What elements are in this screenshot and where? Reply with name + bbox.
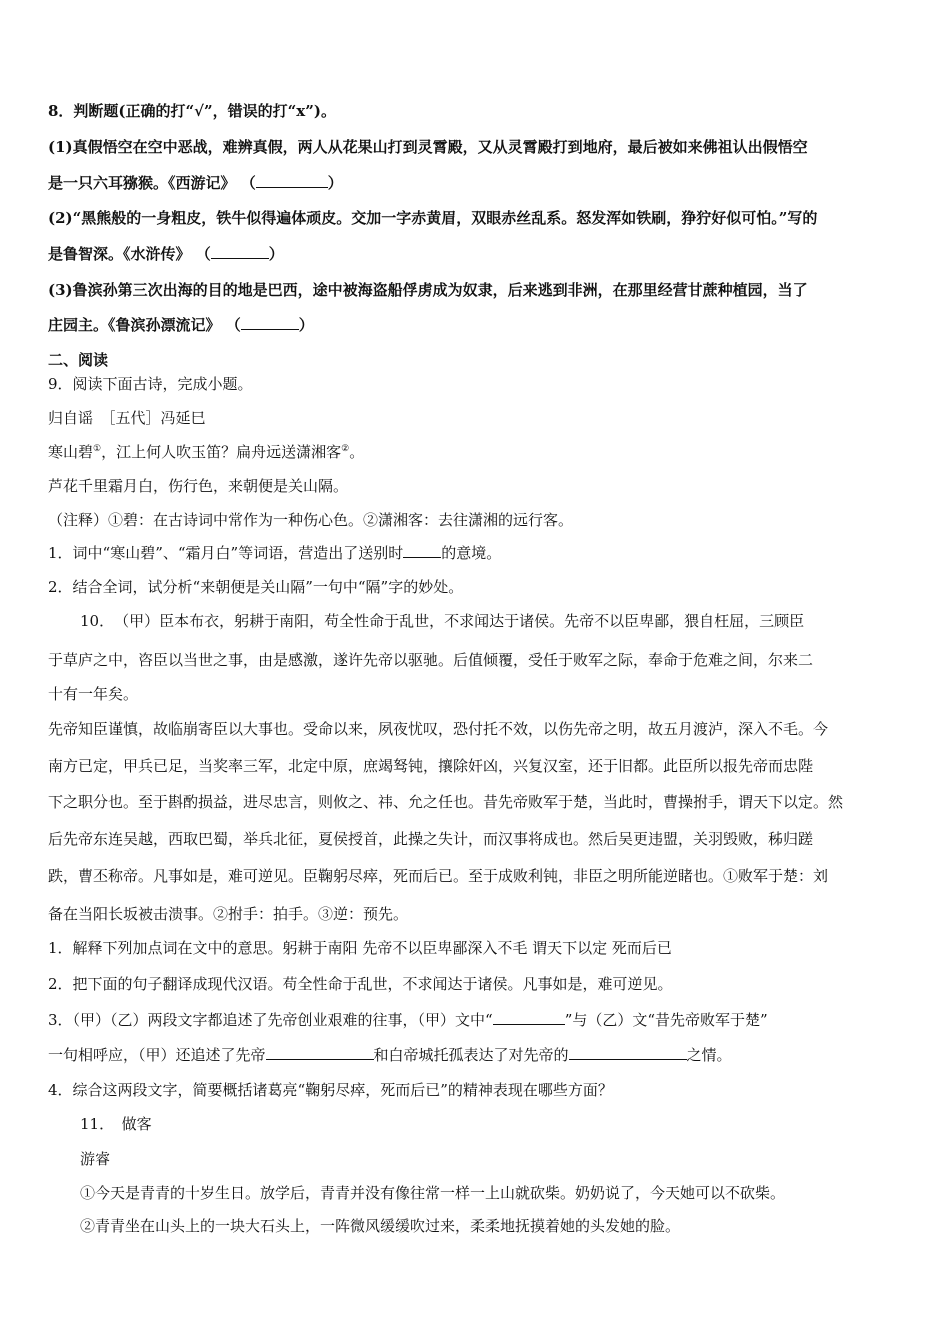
- answer-blank-2[interactable]: [211, 244, 269, 259]
- question-text: 1．词中“寒山碧”、“霜月白”等词语，营造出了送别时: [48, 544, 404, 562]
- q8-item3-text: 庄园主。《鲁滨孙漂流记》 （: [48, 316, 241, 334]
- q9-sub2: 2．结合全词，试分析“来朝便是关山隔”一句中“隔”字的妙处。: [48, 578, 464, 596]
- q11-para2: ②青青坐在山头上的一块大石头上，一阵微风缓缓吹过来，柔柔地抚摸着她的头发她的脸。: [80, 1217, 681, 1235]
- answer-blank-4[interactable]: [403, 543, 441, 558]
- answer-blank-1[interactable]: [256, 173, 328, 188]
- q10-passage-line2: 于草庐之中，咨臣以当世之事，由是感激，遂许先帝以驱驰。后值倾覆，受任于败军之际，奉命于危难之间，尔来二: [48, 651, 814, 669]
- poem-text: 寒山碧: [48, 443, 94, 461]
- q9-sub1: [48, 543, 902, 563]
- poem-title: 归自谣 ［五代］冯延巳: [48, 409, 206, 427]
- answer-blank-6[interactable]: [266, 1045, 374, 1060]
- q8-title: 8．判断题(正确的打“√”，错误的打“x”)。: [48, 102, 336, 120]
- answer-blank-3[interactable]: [241, 315, 299, 330]
- note-marker: ①: [93, 444, 102, 454]
- q10-sub3-line1: [48, 1010, 902, 1030]
- q8-item1-line1: (1)真假悟空在空中恶战，难辨真假，两人从花果山打到灵霄殿，又从灵霄殿打到地府，最后被如来佛祖认出假悟空: [48, 138, 808, 156]
- poem-line-2: 芦花千里霜月白，伤行色，来朝便是关山隔。: [48, 477, 349, 495]
- q8-item3-line1: (3)鲁滨孙第三次出海的目的地是巴西，途中被海盗船俘虏成为奴隶，后来逃到非洲，在那里经营甘蔗种植园，当了: [48, 281, 808, 299]
- answer-blank-7[interactable]: [569, 1045, 687, 1060]
- note-marker: ②: [341, 444, 350, 454]
- question-text: 一句相呼应，（甲）还追述了先帝: [48, 1046, 266, 1064]
- q10-sub1: 1．解释下列加点词在文中的意思。躬耕于南阳 先帝不以臣卑鄙深入不毛 谓天下以定 死而后已: [48, 939, 672, 957]
- q10-passage-line1: 10． （甲）臣本布衣，躬耕于南阳，苟全性命于乱世，不求闻达于诸侯。先帝不以臣卑鄙，猥自枉屈，三顾臣: [80, 612, 805, 630]
- q10-sub4: 4．综合这两段文字，简要概括诸葛亮“鞠躬尽瘁，死而后已”的精神表现在哪些方面？: [48, 1081, 613, 1099]
- q10-passage-line3: 十有一年矣。: [48, 685, 139, 703]
- q11-author: 游睿: [80, 1150, 111, 1168]
- poem-text: ，江上何人吹玉笛？扁舟远送潇湘客: [101, 443, 342, 461]
- q10-passage2-line3: 下之职分也。至于斟酌损益，进尽忠言，则攸之、祎、允之任也。昔先帝败军于楚，当此时，曹操拊手，谓天下以定。然: [48, 793, 844, 811]
- question-text: 的意境。: [441, 544, 502, 562]
- question-text: ”与（乙）文“昔先帝败军于楚”: [564, 1011, 768, 1029]
- q8-item2-line2: [48, 244, 902, 264]
- q10-passage2-line1: 先帝知臣谨慎，故临崩寄臣以大事也。受命以来，夙夜忧叹，恐付托不效，以伤先帝之明，故五月渡泸，深入不毛。今: [48, 720, 829, 738]
- q10-passage2-line5: 跌，曹丕称帝。凡事如是，难可逆见。臣鞠躬尽瘁，死而后已。至于成败利钝，非臣之明所能逆睹也。①败军于楚：刘: [48, 867, 829, 885]
- close-paren: ）: [268, 245, 284, 263]
- q11-title: 11． 做客: [80, 1115, 152, 1133]
- q8-item3-line2: [48, 315, 902, 335]
- question-text: 之情。: [686, 1046, 732, 1064]
- question-text: 和白帝城托孤表达了对先帝的: [373, 1046, 569, 1064]
- close-paren: ）: [327, 174, 343, 192]
- poem-line-1: [48, 442, 902, 462]
- answer-blank-5[interactable]: [493, 1010, 565, 1025]
- close-paren: ）: [298, 316, 314, 334]
- poem-notes: （注释）①碧：在古诗词中常作为一种伤心色。②潇湘客：去往潇湘的远行客。: [48, 511, 574, 529]
- q9-intro: 9．阅读下面古诗，完成小题。: [48, 375, 253, 393]
- q8-item1-text: 是一只六耳猕猴。《西游记》 （: [48, 174, 256, 192]
- q10-passage2-line4: 后先帝东连吴越，西取巴蜀，举兵北征，夏侯授首，此操之失计，而汉事将成也。然后吴更违盟，关羽毁败，秭归蹉: [48, 830, 814, 848]
- section-title-reading: 二、阅读: [48, 351, 109, 369]
- poem-text: 。: [349, 443, 365, 461]
- q11-para1: ①今天是青青的十岁生日。放学后，青青并没有像往常一样一上山就砍柴。奶奶说了，今天她可以不砍柴。: [80, 1184, 786, 1202]
- q10-sub3-line2: [48, 1045, 902, 1065]
- q8-item2-line1: (2)“黑熊般的一身粗皮，铁牛似得遍体顽皮。交加一字赤黄眉，双眼赤丝乱系。怒发浑如铁刷，狰狞好似可怕。”写的: [48, 209, 818, 227]
- q10-passage2-line6: 备在当阳长坂被击溃事。②拊手：拍手。③逆：预先。: [48, 905, 409, 923]
- q8-item1-line2: [48, 173, 902, 193]
- q10-passage2-line2: 南方已定，甲兵已足，当奖率三军，北定中原，庶竭驽钝，攘除奸凶，兴复汉室，还于旧都。此臣所以报先帝而忠陛: [48, 757, 814, 775]
- q10-sub2: 2．把下面的句子翻译成现代汉语。苟全性命于乱世，不求闻达于诸侯。凡事如是，难可逆见。: [48, 975, 673, 993]
- q8-item2-text: 是鲁智深。《水浒传》 （: [48, 245, 211, 263]
- question-text: 3．（甲）（乙）两段文字都追述了先帝创业艰难的往事，（甲）文中“: [48, 1011, 493, 1029]
